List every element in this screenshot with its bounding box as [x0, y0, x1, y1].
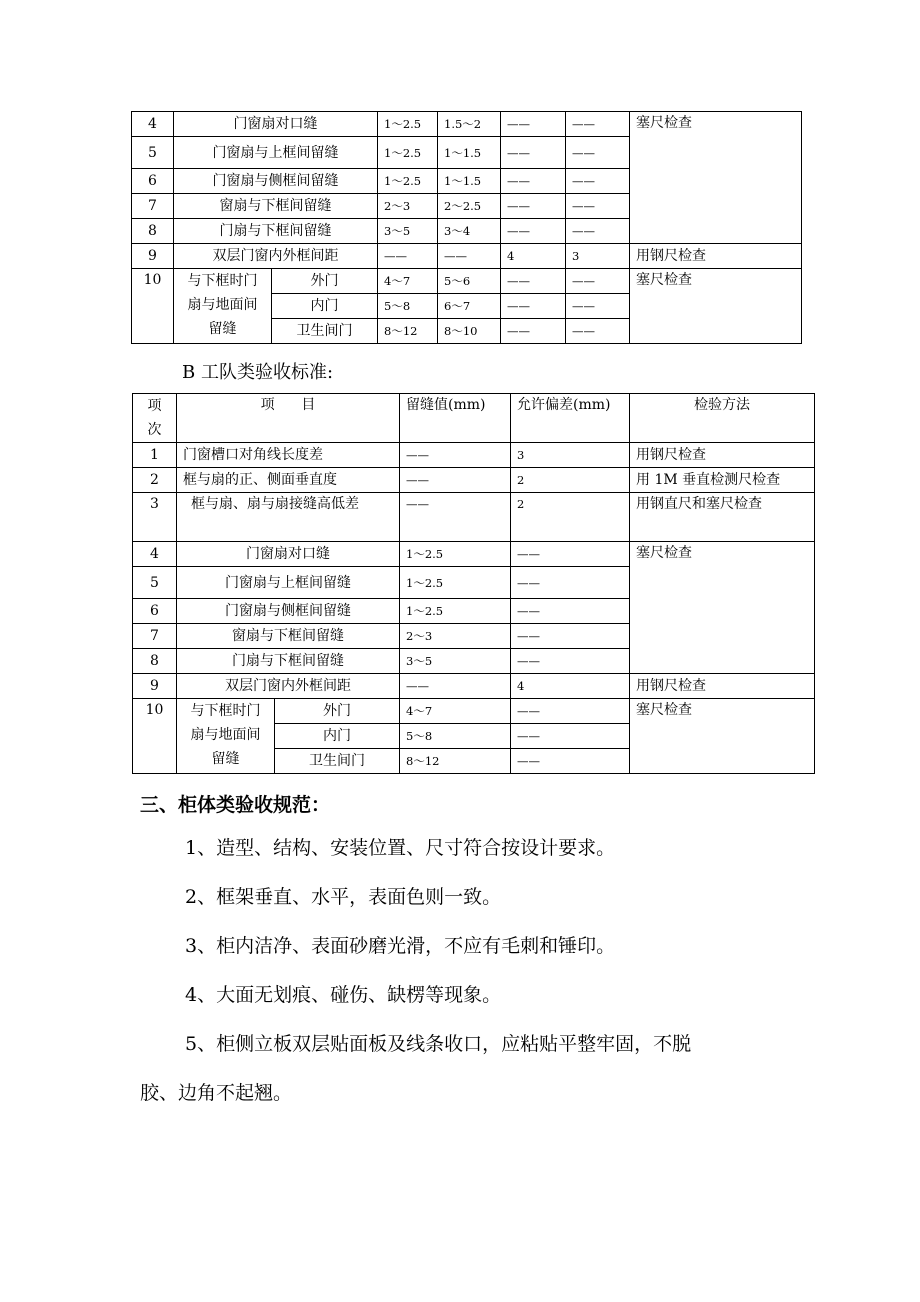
gap-value: ——: [400, 674, 511, 699]
row-number: 8: [133, 649, 177, 674]
table-row: [133, 493, 815, 542]
gap-value: 3～4: [438, 219, 501, 244]
gap-value: 3～5: [378, 219, 438, 244]
item-name-line: 留缝: [211, 751, 240, 767]
gap-value: 2～3: [378, 194, 438, 219]
deviation-value: ——: [501, 319, 566, 344]
header-no: [133, 394, 177, 443]
method-cell: 塞尺检查: [630, 699, 815, 774]
gap-value: 4～7: [400, 699, 511, 724]
deviation-value: ——: [566, 112, 630, 137]
item-name: 门窗扇与上框间留缝: [177, 567, 400, 599]
table-header-row: [133, 394, 815, 443]
sub-item-name: 外门: [272, 269, 378, 294]
item-name-line: 与下框时门: [187, 273, 258, 289]
item-name-line: 留缝: [208, 321, 237, 337]
gap-value: 1～2.5: [378, 112, 438, 137]
row-number: 4: [133, 542, 177, 567]
item-name: 门窗槽口对角线长度差: [177, 443, 400, 468]
deviation-value: ——: [511, 542, 630, 567]
gap-value: 1～2.5: [400, 567, 511, 599]
row-number: 9: [133, 674, 177, 699]
table-row: [133, 542, 815, 567]
sub-item-name: 外门: [275, 699, 400, 724]
deviation-value: ——: [566, 169, 630, 194]
row-number: 7: [133, 624, 177, 649]
row-number: 9: [132, 244, 174, 269]
item-name: [177, 699, 275, 774]
deviation-value: 2: [511, 493, 630, 542]
gap-value: 6～7: [438, 294, 501, 319]
gap-value: 3～5: [400, 649, 511, 674]
gap-value: 2～3: [400, 624, 511, 649]
item-name: 窗扇与下框间留缝: [174, 194, 378, 219]
gap-value: 5～8: [378, 294, 438, 319]
section-3-item-5: [140, 1022, 820, 1116]
gap-value: ——: [400, 443, 511, 468]
deviation-value: ——: [511, 749, 630, 774]
deviation-value: ——: [511, 724, 630, 749]
row-number: 10: [132, 269, 174, 344]
deviation-value: ——: [511, 599, 630, 624]
deviation-value: ——: [566, 269, 630, 294]
section-3-item-2: [140, 875, 810, 920]
row-number: 4: [132, 112, 174, 137]
deviation-value: ——: [511, 624, 630, 649]
table-b: [132, 393, 815, 774]
gap-value: 8～12: [400, 749, 511, 774]
item-name: 门窗扇与侧框间留缝: [177, 599, 400, 624]
deviation-value: ——: [501, 194, 566, 219]
deviation-value: 3: [511, 443, 630, 468]
table-a: [131, 111, 802, 344]
deviation-value: ——: [511, 649, 630, 674]
sub-item-name: 卫生间门: [275, 749, 400, 774]
method-cell: 塞尺检查: [630, 269, 802, 344]
section-3-item-text: 2、框架垂直、水平，表面色则一致。: [185, 886, 502, 908]
deviation-value: ——: [566, 219, 630, 244]
deviation-value: ——: [566, 294, 630, 319]
table-row: [133, 443, 815, 468]
header-no-bottom: 次: [147, 422, 162, 438]
method-cell: 塞尺检查: [630, 542, 815, 674]
item-name-line: 与下框时门: [190, 703, 261, 719]
item-name-line: 扇与地面间: [190, 727, 261, 743]
deviation-value: ——: [501, 294, 566, 319]
section-3-item-4: [140, 973, 810, 1018]
item-name: 框与扇、扇与扇接缝高低差: [177, 493, 400, 542]
gap-value: 1～2.5: [400, 542, 511, 567]
item-name: 双层门窗内外框间距: [177, 674, 400, 699]
gap-value: 1～1.5: [438, 169, 501, 194]
deviation-value: ——: [566, 319, 630, 344]
deviation-value: ——: [501, 169, 566, 194]
section-3-item-text: 1、造型、结构、安装位置、尺寸符合按设计要求。: [185, 837, 616, 859]
method-cell: 用钢尺检查: [630, 443, 815, 468]
row-number: 5: [133, 567, 177, 599]
item-name: 框与扇的正、侧面垂直度: [177, 468, 400, 493]
method-cell: 用 1M 垂直检测尺检查: [630, 468, 815, 493]
item-name: 窗扇与下框间留缝: [177, 624, 400, 649]
table-row: [132, 112, 802, 137]
row-number: 3: [133, 493, 177, 542]
section-3-item-text-line2: 胶、边角不起翘。: [140, 1082, 293, 1104]
deviation-value: ——: [501, 137, 566, 169]
gap-value: 8～10: [438, 319, 501, 344]
row-number: 6: [132, 169, 174, 194]
table-row: [133, 699, 815, 724]
header-method: 检验方法: [630, 394, 815, 443]
deviation-value: ——: [511, 699, 630, 724]
section-3-item-text: 4、大面无划痕、碰伤、缺楞等现象。: [185, 984, 502, 1006]
deviation-value: ——: [501, 269, 566, 294]
item-name: 门窗扇对口缝: [177, 542, 400, 567]
table-row: [133, 468, 815, 493]
gap-value: ——: [438, 244, 501, 269]
row-number: 8: [132, 219, 174, 244]
header-deviation: 允许偏差(mm): [511, 394, 630, 443]
table-row: [133, 674, 815, 699]
item-name: 门窗扇与侧框间留缝: [174, 169, 378, 194]
section-3-item-3: [140, 924, 810, 969]
section-3-item-1: [140, 826, 810, 871]
method-cell: 用钢尺检查: [630, 674, 815, 699]
sub-item-name: 卫生间门: [272, 319, 378, 344]
table-row: [132, 269, 802, 294]
section-3-heading: 三、柜体类验收规范：: [140, 794, 331, 816]
row-number: 10: [133, 699, 177, 774]
header-no-top: 项: [147, 398, 162, 414]
header-gap: 留缝值(mm): [400, 394, 511, 443]
gap-value: 5～8: [400, 724, 511, 749]
section-3-item-text: 3、柜内洁净、表面砂磨光滑，不应有毛刺和锤印。: [185, 935, 616, 957]
item-name: 门窗扇与上框间留缝: [174, 137, 378, 169]
method-cell: 用钢直尺和塞尺检查: [630, 493, 815, 542]
deviation-value: 2: [511, 468, 630, 493]
item-name: 门扇与下框间留缝: [177, 649, 400, 674]
row-number: 5: [132, 137, 174, 169]
gap-value: 4～7: [378, 269, 438, 294]
deviation-value: 4: [501, 244, 566, 269]
gap-value: ——: [400, 468, 511, 493]
deviation-value: ——: [511, 567, 630, 599]
deviation-value: ——: [566, 137, 630, 169]
deviation-value: ——: [501, 112, 566, 137]
deviation-value: 3: [566, 244, 630, 269]
section-3-item-text-line1: 5、柜侧立板双层贴面板及线条收口，应粘贴平整牢固，不脱: [185, 1033, 692, 1055]
gap-value: 1～2.5: [378, 169, 438, 194]
sub-item-name: 内门: [272, 294, 378, 319]
table-row: [132, 244, 802, 269]
item-name-line: 扇与地面间: [187, 297, 258, 313]
gap-value: 1～1.5: [438, 137, 501, 169]
header-item: 项 目: [177, 394, 400, 443]
deviation-value: ——: [566, 194, 630, 219]
sub-item-name: 内门: [275, 724, 400, 749]
item-name: 门扇与下框间留缝: [174, 219, 378, 244]
row-number: 2: [133, 468, 177, 493]
gap-value: 1.5～2: [438, 112, 501, 137]
gap-value: ——: [400, 493, 511, 542]
method-cell: 塞尺检查: [630, 112, 802, 244]
item-name: 门窗扇对口缝: [174, 112, 378, 137]
table-b-heading: B 工队类验收标准:: [182, 362, 334, 383]
method-cell: 用钢尺检查: [630, 244, 802, 269]
gap-value: 2～2.5: [438, 194, 501, 219]
deviation-value: 4: [511, 674, 630, 699]
gap-value: 1～2.5: [378, 137, 438, 169]
gap-value: ——: [378, 244, 438, 269]
deviation-value: ——: [501, 219, 566, 244]
row-number: 7: [132, 194, 174, 219]
gap-value: 5～6: [438, 269, 501, 294]
row-number: 6: [133, 599, 177, 624]
item-name: 双层门窗内外框间距: [174, 244, 378, 269]
gap-value: 8～12: [378, 319, 438, 344]
item-name: [174, 269, 272, 344]
gap-value: 1～2.5: [400, 599, 511, 624]
row-number: 1: [133, 443, 177, 468]
